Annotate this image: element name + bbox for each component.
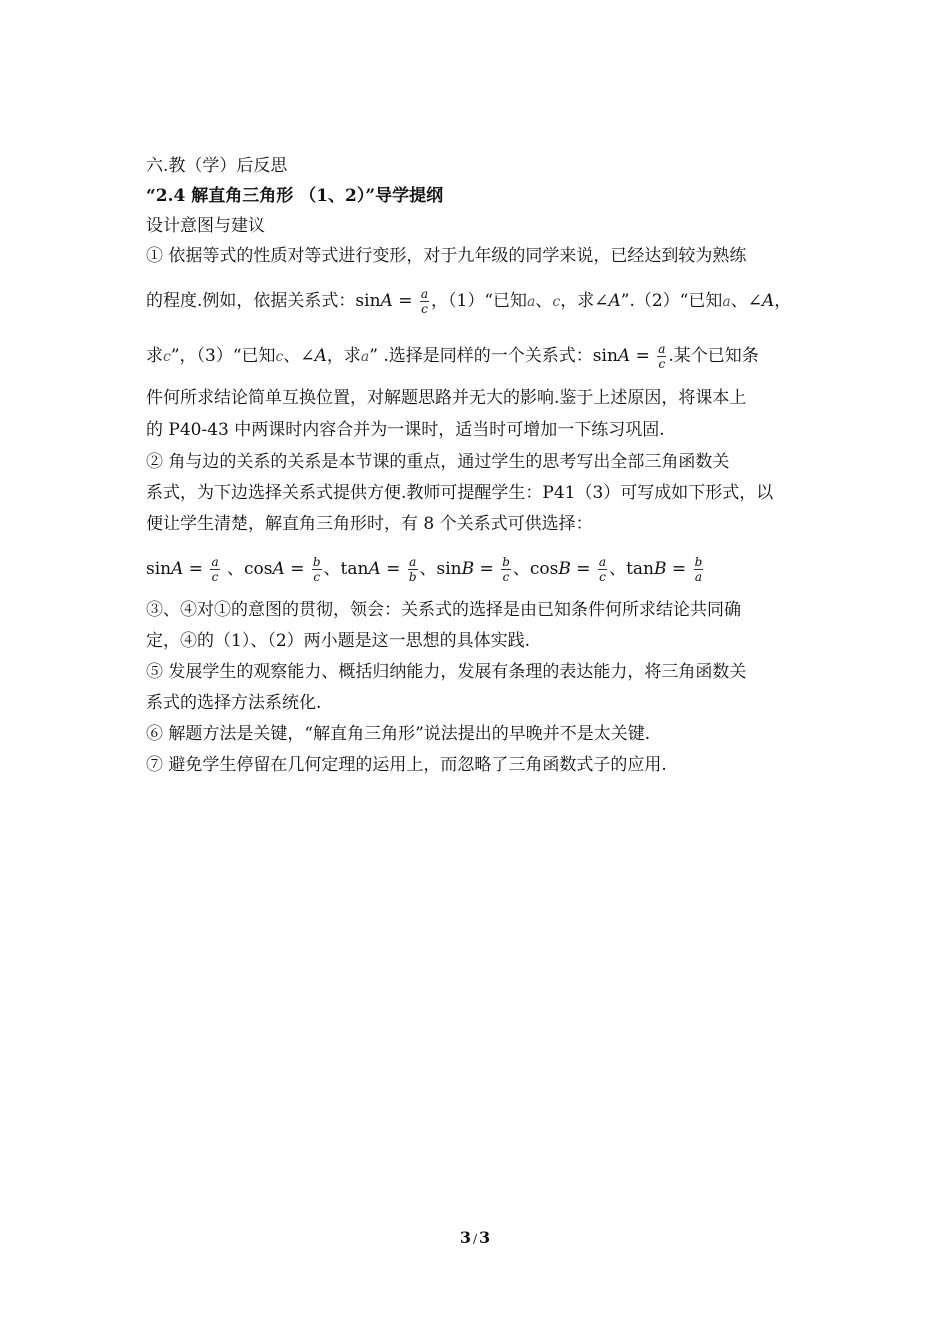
paragraph-line: 便让学生清楚，解直角三角形时，有 8 个关系式可供选择：: [146, 514, 593, 534]
fraction: $\frac{a}{c}$: [420, 287, 429, 316]
paragraph-6: ⑥ 解题方法是关键，“解直角三角形”说法提出的早晚并不是太关键.: [146, 724, 651, 744]
fraction: $\frac{b}{c}$: [312, 555, 321, 584]
paragraph-line: ② 角与边的关系的关系是本节课的重点，通过学生的思考写出全部三角函数关: [146, 452, 730, 472]
formula-item: cosA = $\frac{b}{c}$ 、: [244, 555, 341, 584]
paragraph-line: 的 P40-43 中两课时内容合并为一课时，适当时可增加一下练习巩固.: [146, 420, 665, 440]
paragraph-line: 定，④的（1）、（2）两小题是这一思想的具体实践.: [146, 631, 531, 651]
document-heading: “2.4 解直角三角形 （1、2）”导学提纲: [146, 186, 444, 206]
formula-item: tanB = $\frac{b}{a}$: [626, 555, 703, 584]
formula-item: sinB = $\frac{b}{c}$ 、: [436, 555, 530, 584]
fraction: $\frac{a}{b}$: [408, 555, 417, 584]
fraction: $\frac{a}{c}$: [658, 342, 666, 371]
paragraph-line: 系式的选择方法系统化.: [146, 693, 322, 713]
paragraph-line: ① 依据等式的性质对等式进行变形，对于九年级的同学来说，已经达到较为熟练: [146, 246, 747, 266]
paragraph-line: 系式，为下边选择关系式提供方便.教师可提醒学生：P41（3）可写成如下形式，以: [146, 483, 774, 503]
paragraph-7: ⑦ 避免学生停留在几何定理的运用上，而忽略了三角函数式子的应用.: [146, 755, 667, 775]
fraction: $\frac{a}{c}$: [598, 555, 607, 584]
fraction: $\frac{a}{c}$: [211, 555, 219, 584]
paragraph-line: ③、④对①的意图的贯彻，领会：关系式的选择是由已知条件何所求结论共同确: [146, 600, 741, 620]
page-number: 3 / 3: [459, 1228, 491, 1247]
subheading: 设计意图与建议: [146, 216, 265, 236]
formula-item: cosB = $\frac{a}{c}$ 、: [529, 555, 627, 584]
paragraph-line: 的程度.例如，依据关系式：sinA = $\frac{a}{c}$ ，（1）“已知a、c，求∠A”.（2）“已知a、∠A，: [146, 287, 792, 316]
formula-item: sinA = $\frac{a}{c}$ 、: [146, 555, 245, 584]
fraction: $\frac{b}{a}$: [694, 555, 703, 584]
formula-row: [146, 555, 705, 584]
paragraph-line: 件何所求结论简单互换位置，对解题思路并无大的影响.鉴于上述原因，将课本上: [146, 388, 747, 408]
section-title: 六.教（学）后反思: [146, 156, 288, 176]
paragraph-line: ⑤ 发展学生的观察能力、概括归纳能力，发展有条理的表达能力，将三角函数关: [146, 662, 747, 682]
formula-item: tanA = $\frac{a}{b}$ 、: [340, 555, 437, 584]
fraction: $\frac{b}{c}$: [502, 555, 510, 584]
paragraph-line: 求c”，（3）“已知c、∠A，求a” .选择是同样的一个关系式：sinA = $\frac{a}{c}$ .某个已知条: [146, 342, 759, 371]
